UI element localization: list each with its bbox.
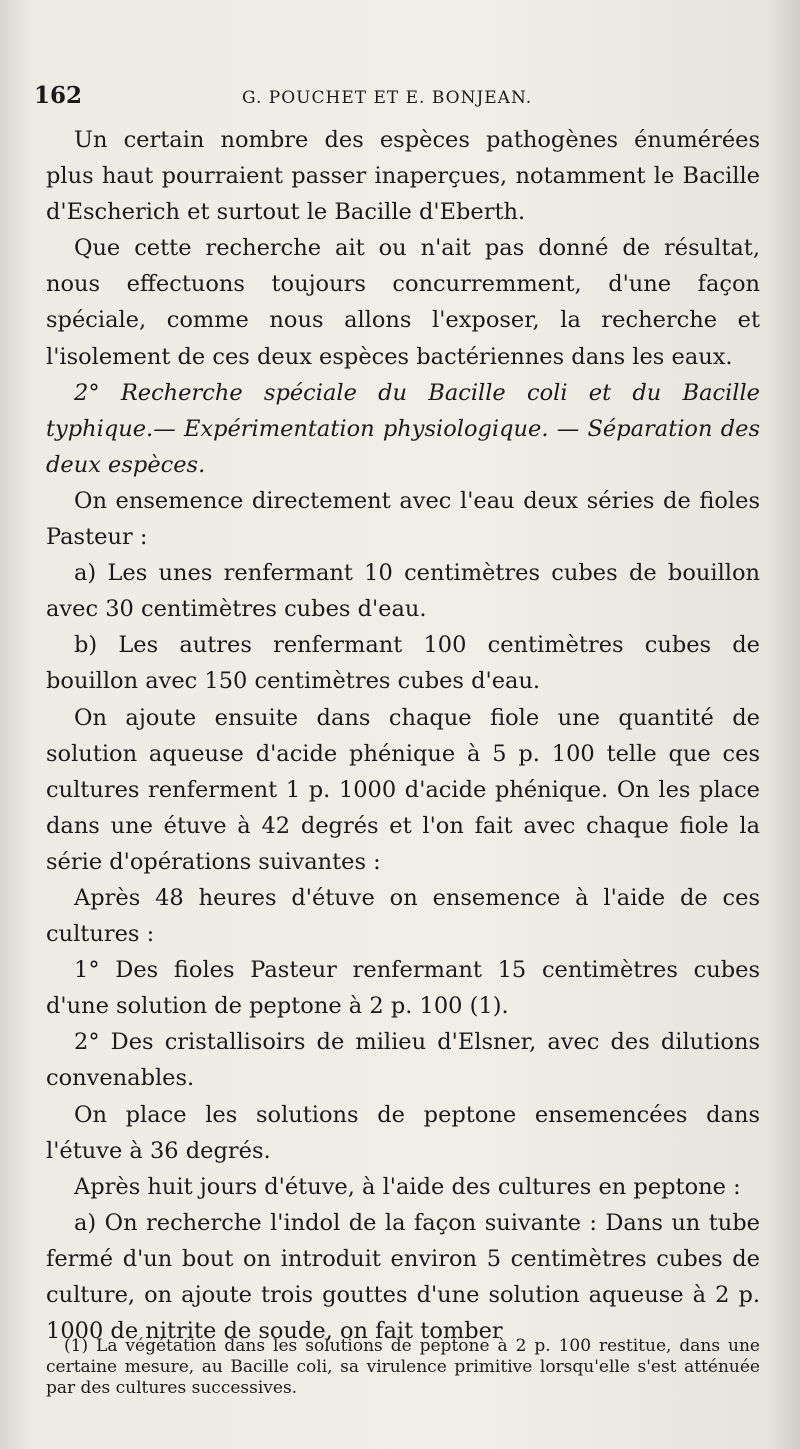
- footnotes: [46, 1336, 760, 1399]
- page-header: [34, 82, 754, 116]
- list-item: 2° Des cristallisoirs de milieu d'Elsner, avec des dilutions convenables.: [46, 1029, 760, 1092]
- paragraph: Que cette recherche ait ou n'ait pas donné de résultat, nous effectuons toujours concurremment, d'une façon spéciale, comme nous allons l'exposer, la recherche et l'isolement de ces deux espèces bactériennes dans les eaux.: [46, 235, 760, 370]
- list-item: b) Les autres renfermant 100 centimètres cubes de bouillon avec 150 centimètres cubes d'eau.: [46, 632, 760, 695]
- running-head: G. POUCHET ET E. BONJEAN.: [242, 88, 533, 108]
- list-item: 1° Des fioles Pasteur renfermant 15 centimètres cubes d'une solution de peptone à 2 p. 100 (1).: [46, 957, 760, 1020]
- list-item: a) On recherche l'indol de la façon suivante : Dans un tube fermé d'un bout on introduit environ 5 centimètres cubes de culture, on ajoute trois gouttes d'une solution aqueuse à 2 p. 1000 de nitrite de soude, on fait tomber: [46, 1209, 760, 1345]
- paragraph: On place les solutions de peptone ensemencées dans l'étuve à 36 degrés.: [46, 1101, 760, 1164]
- paragraph: On ajoute ensuite dans chaque fiole une quantité de solution aqueuse d'acide phénique à 5 p. 100 telle que ces cultures renferment 1 p. 1000 d'acide phénique. On les place dans une étuve à 42 degrés et l'on fait avec chaque fiole la série d'opérations suivantes :: [46, 704, 760, 875]
- body-text: [46, 122, 760, 1349]
- list-item: a) Les unes renfermant 10 centimètres cubes de bouillon avec 30 centimètres cubes d'eau.: [46, 560, 760, 623]
- paragraph: Un certain nombre des espèces pathogènes énumérées plus haut pourraient passer inaperçues, notamment le Bacille d'Escherich et surtout le Bacille d'Eberth.: [46, 127, 760, 226]
- page-number: 162: [34, 82, 83, 109]
- footnote: (1) La végétation dans les solutions de peptone à 2 p. 100 restitue, dans une certaine mesure, au Bacille coli, sa virulence primitive lorsqu'elle s'est atténuée par des cultures successives.: [46, 1336, 760, 1398]
- paragraph: Après 48 heures d'étuve on ensemence à l'aide de ces cultures :: [46, 884, 760, 948]
- section-heading: 2° Recherche spéciale du Bacille coli et du Bacille typhique.— Expérimentation physiologique. — Séparation des deux espèces.: [46, 379, 760, 478]
- paragraph: Après huit jours d'étuve, à l'aide des cultures en peptone :: [74, 1173, 741, 1200]
- paragraph: On ensemence directement avec l'eau deux séries de fioles Pasteur :: [46, 487, 760, 551]
